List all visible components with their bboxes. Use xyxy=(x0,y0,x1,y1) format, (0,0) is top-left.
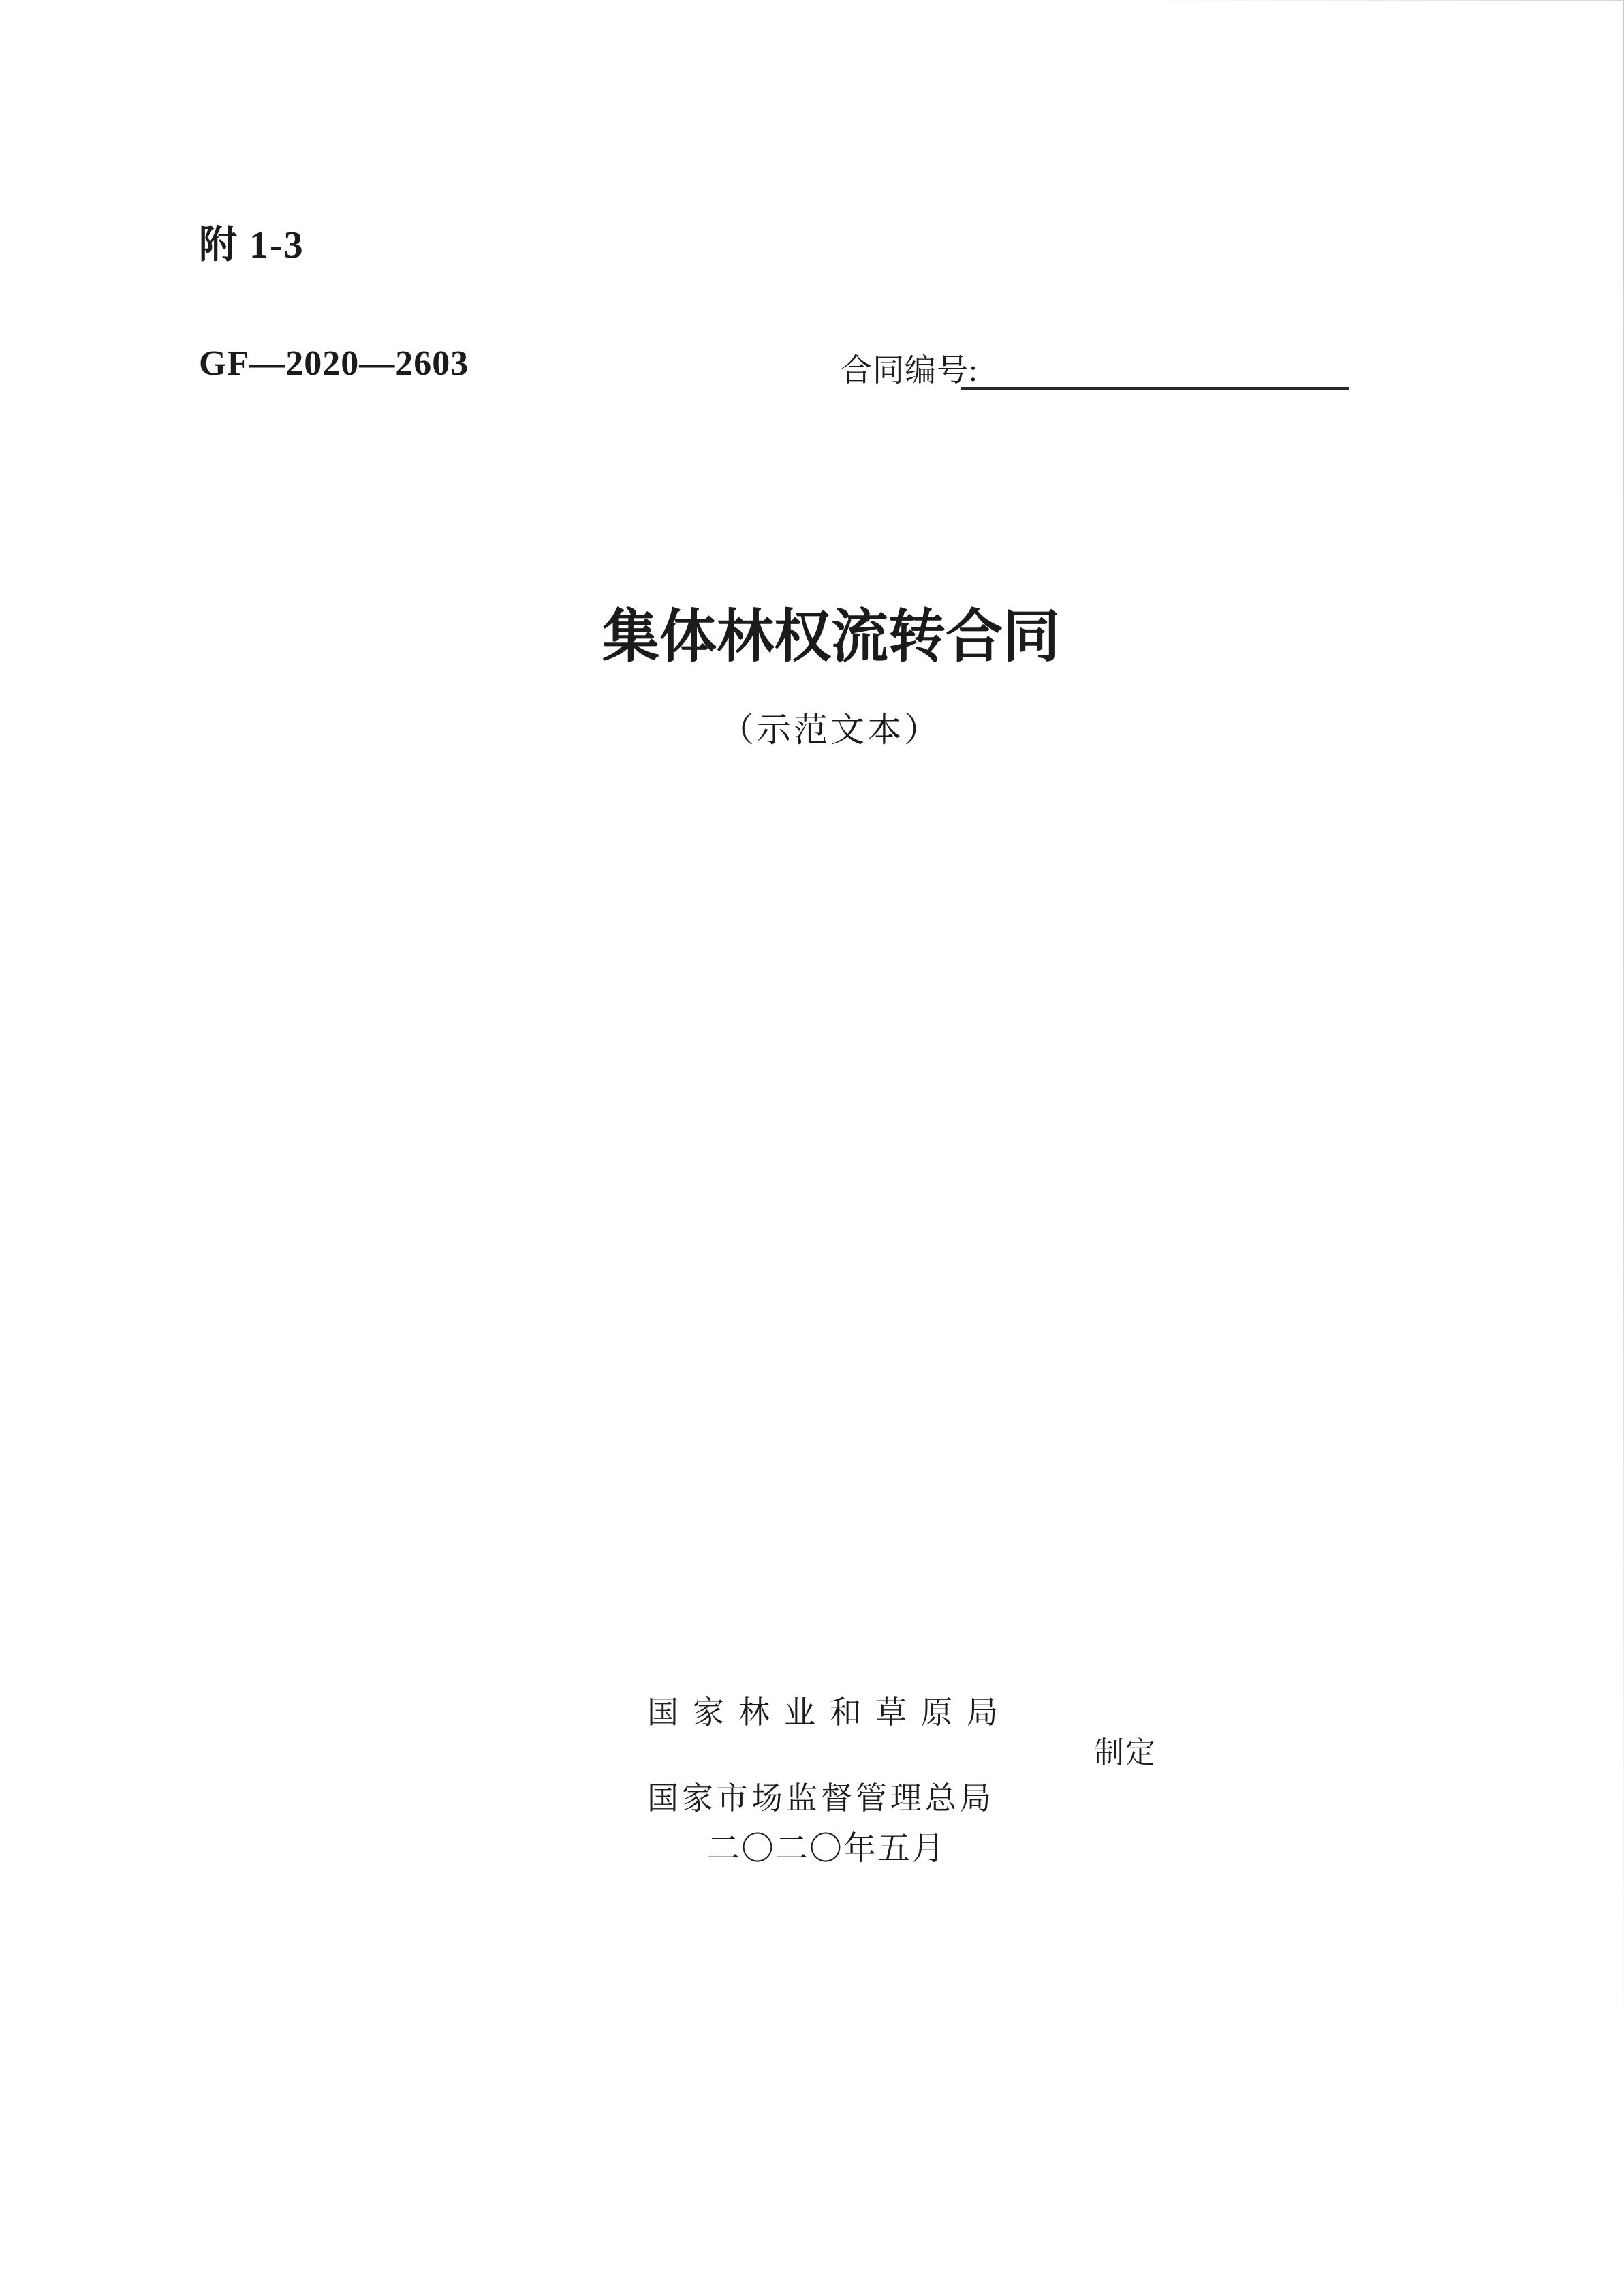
contract-number-label: 合同编号: xyxy=(841,353,978,388)
page-top-edge-line xyxy=(0,0,1624,1)
contract-number-blank xyxy=(961,354,1349,390)
page-title: 集体林权流转合同 xyxy=(602,604,1061,668)
issue-date: 二〇二〇年五月 xyxy=(706,1831,946,1867)
issuer-market-regulation-administration: 国家市场监督管理总局 xyxy=(647,1781,995,1816)
attachment-label: 附 1-3 xyxy=(199,224,304,266)
issue-action-label: 制定 xyxy=(1094,1736,1157,1769)
page-subtitle: （示范文本） xyxy=(720,711,941,749)
form-code: GF—2020—2603 xyxy=(199,344,469,383)
issuer-forestry-administration: 国家林业和草原局 xyxy=(647,1695,1012,1730)
